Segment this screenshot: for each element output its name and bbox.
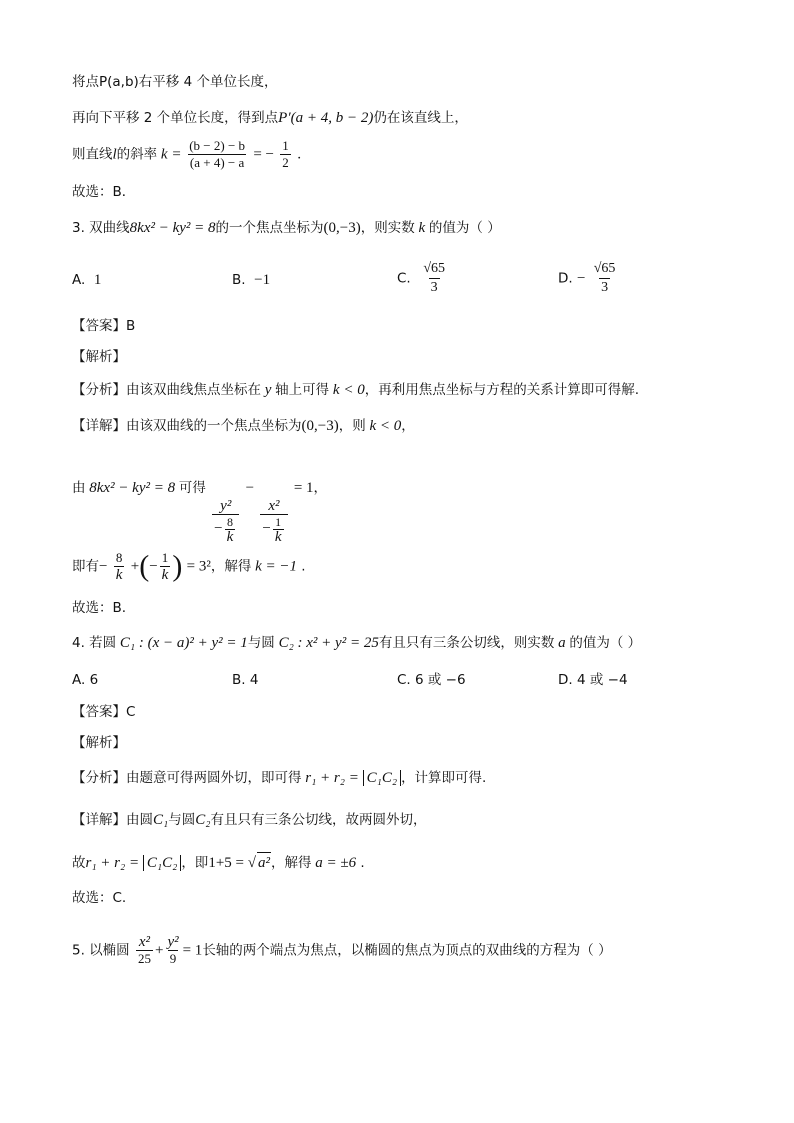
question-3: 3. 双曲线8kx² − ky² = 8的一个焦点坐标为(0,−3)，则实数 k 的值为（ ）	[72, 220, 501, 236]
answer-3: 【答案】B	[72, 318, 136, 334]
answer-select-4: 故选：C.	[72, 890, 127, 906]
analysis-3-heading: 【解析】	[72, 349, 126, 365]
question-4: 4. 若圆 C₁ : (x − a)² + y² = 1与圆 C₂ : x² + y² = 25有且只有三条公切线，则实数 a 的值为（ ）	[72, 635, 642, 651]
q4-option-b: B. 4	[232, 672, 259, 688]
q4-option-a: A. 6	[72, 672, 99, 688]
text-line-2: 再向下平移 2 个单位长度，得到点P′(a + 4, b − 2)仍在该直线上，	[72, 110, 468, 126]
answer-4: 【答案】C	[72, 704, 136, 720]
answer-select-3: 故选：B.	[72, 600, 127, 616]
q4-option-d: D. 4 或 −4	[558, 672, 628, 688]
step-4-solve: 故r₁ + r₂ = C₁C₂ ，即1+5 = √ a²，解得 a = ±6 .	[72, 852, 365, 873]
step-3-equation: 由 8kx² − ky² = 8 可得 y² − $\frac{8}{k}$ − x² − $\frac{1}{k}$ = 1，	[72, 480, 328, 545]
q3-option-c: C. $\frac{√65}{3}$	[397, 261, 445, 295]
slope-line: 则直线l的斜率 k = $\frac{(b - 2) - b}{(a + 4) - a}$ = − $\frac{1}{2}$ ．	[72, 138, 311, 170]
detail-3: 【详解】由该双曲线的一个焦点坐标为(0,−3)，则 k < 0，	[72, 418, 415, 434]
q3-option-d: D. − $\frac{√65}{3}$	[558, 261, 616, 295]
q4-option-c: C. 6 或 −6	[397, 672, 466, 688]
analysis-4-heading: 【解析】	[72, 735, 126, 751]
question-5: 5. 以椭圆 $\frac{\text{x²}}{25}$ + $\frac{\text{y²}}{9}$ = 1长轴的两个端点为焦点，以椭圆的焦点为顶点的双曲线的方程为（ ）	[72, 934, 612, 966]
q3-option-a: A. 1	[72, 272, 102, 288]
q3-option-b: B. −1	[232, 272, 271, 288]
detail-4: 【详解】由圆C₁与圆C₂有且只有三条公切线，故两圆外切，	[72, 812, 427, 828]
step-3-solve: 即有− $\frac{8}{k}$ +(− $\frac{1}{k}$ ) = 3²，解得 k = −1 .	[72, 549, 306, 583]
answer-select-2: 故选：B．	[72, 184, 136, 200]
analysis-4: 【分析】由题意可得两圆外切，即可得 r₁ + r₂ = C₁C₂ ，计算即可得.	[72, 770, 487, 786]
analysis-3: 【分析】由该双曲线焦点坐标在 y 轴上可得 k < 0，再利用焦点坐标与方程的关系计算即可得解.	[72, 382, 639, 398]
text-line-1: 将点P(a,b)右平移 4 个单位长度，	[72, 74, 278, 90]
